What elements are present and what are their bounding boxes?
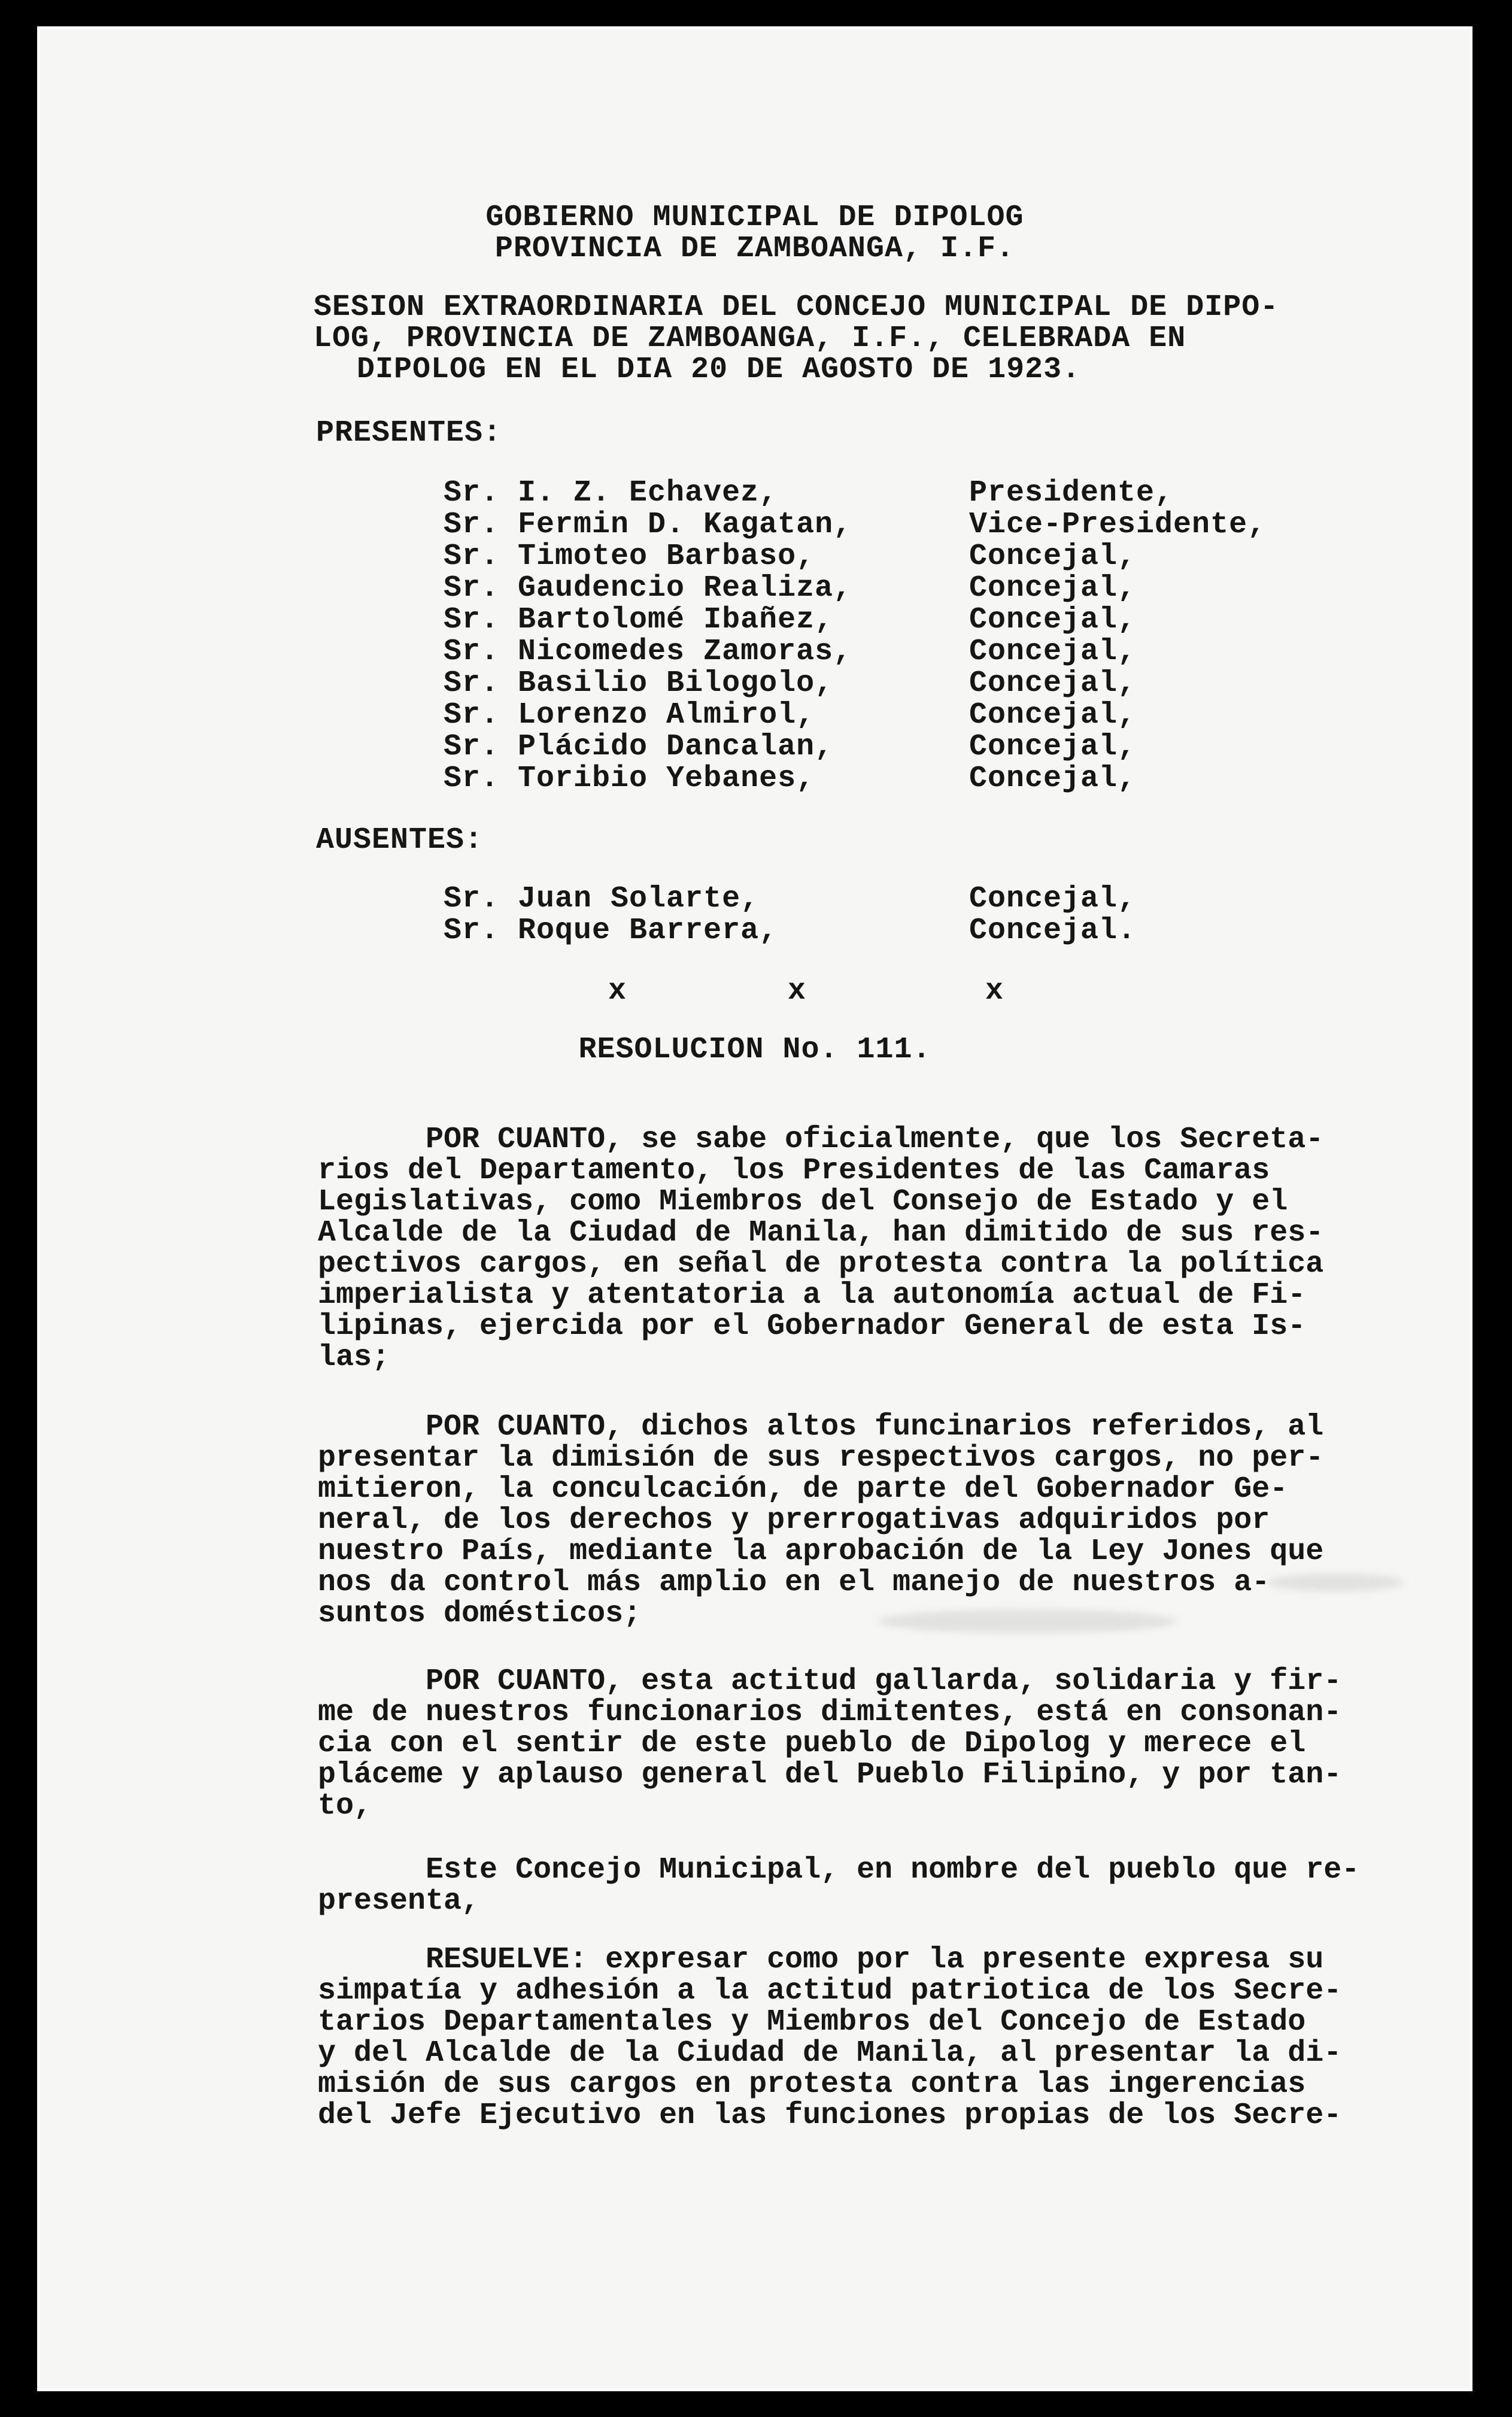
paragraph-line: tarios Departamentales y Miembros del Concejo de Estado (318, 2005, 1306, 2039)
member-name: Sr. Roque Barrera, (444, 914, 778, 948)
paragraph-line: suntos domésticos; (318, 1597, 642, 1631)
paragraph-line: RESUELVE: expresar como por la presente expresa su (318, 1943, 1324, 1977)
paragraph-line: pláceme y aplauso general del Pueblo Filipino, y por tan- (318, 1758, 1342, 1792)
paragraph-line: POR CUANTO, se sabe oficialmente, que los Secreta- (318, 1123, 1324, 1157)
paragraph-line: nuestro País, mediante la aprobación de la Ley Jones que (318, 1534, 1324, 1569)
paragraph-line: nos da control más amplio en el manejo de nuestros a- (318, 1566, 1270, 1600)
member-name: Sr. Nicomedes Zamoras, (444, 635, 852, 669)
resolution-title: RESOLUCION No. 111. (578, 1033, 931, 1067)
member-role: Concejal, (969, 635, 1137, 669)
paragraph-line: Alcalde de la Ciudad de Manila, han dimitido de sus res- (318, 1216, 1324, 1250)
member-role: Concejal, (969, 762, 1137, 796)
member-role: Concejal, (969, 571, 1137, 605)
paragraph-line: mitieron, la conculcación, de parte del Gobernador Ge- (318, 1472, 1288, 1506)
member-name: Sr. Bartolomé Ibañez, (444, 603, 834, 637)
member-role: Concejal. (969, 914, 1137, 948)
member-role: Concejal, (969, 539, 1137, 574)
paragraph-line: presenta, (318, 1884, 480, 1918)
header-municipality: GOBIERNO MUNICIPAL DE DIPOLOG (485, 201, 1024, 235)
paragraph-por-cuanto-2 (318, 1412, 1383, 1630)
paragraph-line: me de nuestros funcionarios dimitentes, está en consonan- (318, 1696, 1342, 1730)
member-name: Sr. Fermin D. Kagatan, (444, 508, 852, 542)
member-role: Concejal, (969, 730, 1137, 764)
member-name: Sr. Plácido Dancalan, (444, 730, 834, 764)
member-name: Sr. Basilio Bilogolo, (444, 666, 834, 700)
paragraph-line: to, (318, 1789, 372, 1823)
paragraph-line: presentar la dimisión de sus respectivos cargos, no per- (318, 1441, 1324, 1475)
document-page (37, 26, 1472, 2391)
paragraph-line: las; (318, 1341, 390, 1375)
member-role: Concejal, (969, 603, 1137, 637)
member-name: Sr. Toribio Yebanes, (444, 762, 815, 796)
member-name: Sr. Juan Solarte, (444, 882, 760, 916)
paragraph-line: POR CUANTO, dichos altos funcinarios referidos, al (318, 1410, 1324, 1444)
paragraph-concejo (318, 1855, 1383, 1917)
presentes-heading: PRESENTES: (316, 416, 502, 450)
member-role: Concejal, (969, 882, 1137, 916)
ausentes-heading: AUSENTES: (316, 823, 484, 857)
paragraph-line: del Jefe Ejecutivo en las funciones propias de los Secre- (318, 2098, 1342, 2133)
header-province: PROVINCIA DE ZAMBOANGA, I.F. (494, 232, 1015, 266)
separator-mark: x (985, 974, 1004, 1008)
paragraph-line: misión de sus cargos en protesta contra las ingerencias (318, 2067, 1306, 2101)
paragraph-line: POR CUANTO, esta actitud gallarda, solidaria y fir- (318, 1664, 1342, 1699)
paragraph-line: cia con el sentir de este pueblo de Dipolog y merece el (318, 1727, 1306, 1761)
paragraph-line: neral, de los derechos y prerrogativas adquiridos por (318, 1503, 1270, 1537)
paragraph-line: simpatía y adhesión a la actitud patriotica de los Secre- (318, 1974, 1342, 2008)
member-role: Concejal, (969, 666, 1137, 700)
paragraph-por-cuanto-3 (318, 1666, 1383, 1822)
separator-mark: x (788, 974, 807, 1008)
member-name: Sr. Gaudencio Realiza, (444, 571, 852, 605)
separator-mark: x (608, 974, 627, 1008)
session-title-line-1: SESION EXTRAORDINARIA DEL CONCEJO MUNICIPAL DE DIPO- (314, 290, 1279, 325)
member-role: Presidente, (969, 476, 1174, 510)
session-title-line-3: DIPOLOG EN EL DIA 20 DE AGOSTO DE 1923. (357, 353, 1081, 387)
member-role: Concejal, (969, 698, 1137, 732)
paragraph-line: Legislativas, como Miembros del Consejo de Estado y el (318, 1185, 1288, 1219)
paragraph-line: y del Alcalde de la Ciudad de Manila, al presentar la di- (318, 2036, 1342, 2070)
member-role: Vice-Presidente, (969, 508, 1267, 542)
paragraph-line: Este Concejo Municipal, en nombre del pueblo que re- (318, 1853, 1360, 1887)
paragraph-line: pectivos cargos, en señal de protesta contra la política (318, 1247, 1324, 1281)
session-title-line-2: LOG, PROVINCIA DE ZAMBOANGA, I.F., CELEBRADA EN (314, 322, 1186, 356)
member-name: Sr. I. Z. Echavez, (444, 476, 778, 510)
paragraph-resuelve (318, 1945, 1383, 2131)
paragraph-line: rios del Departamento, los Presidentes de las Camaras (318, 1154, 1270, 1188)
paragraph-line: imperialista y atentatoria a la autonomía actual de Fi- (318, 1278, 1306, 1312)
paragraph-line: lipinas, ejercida por el Gobernador General de esta Is- (318, 1309, 1306, 1344)
member-name: Sr. Lorenzo Almirol, (444, 698, 815, 732)
member-name: Sr. Timoteo Barbaso, (444, 539, 815, 574)
paragraph-por-cuanto-1 (318, 1124, 1383, 1373)
